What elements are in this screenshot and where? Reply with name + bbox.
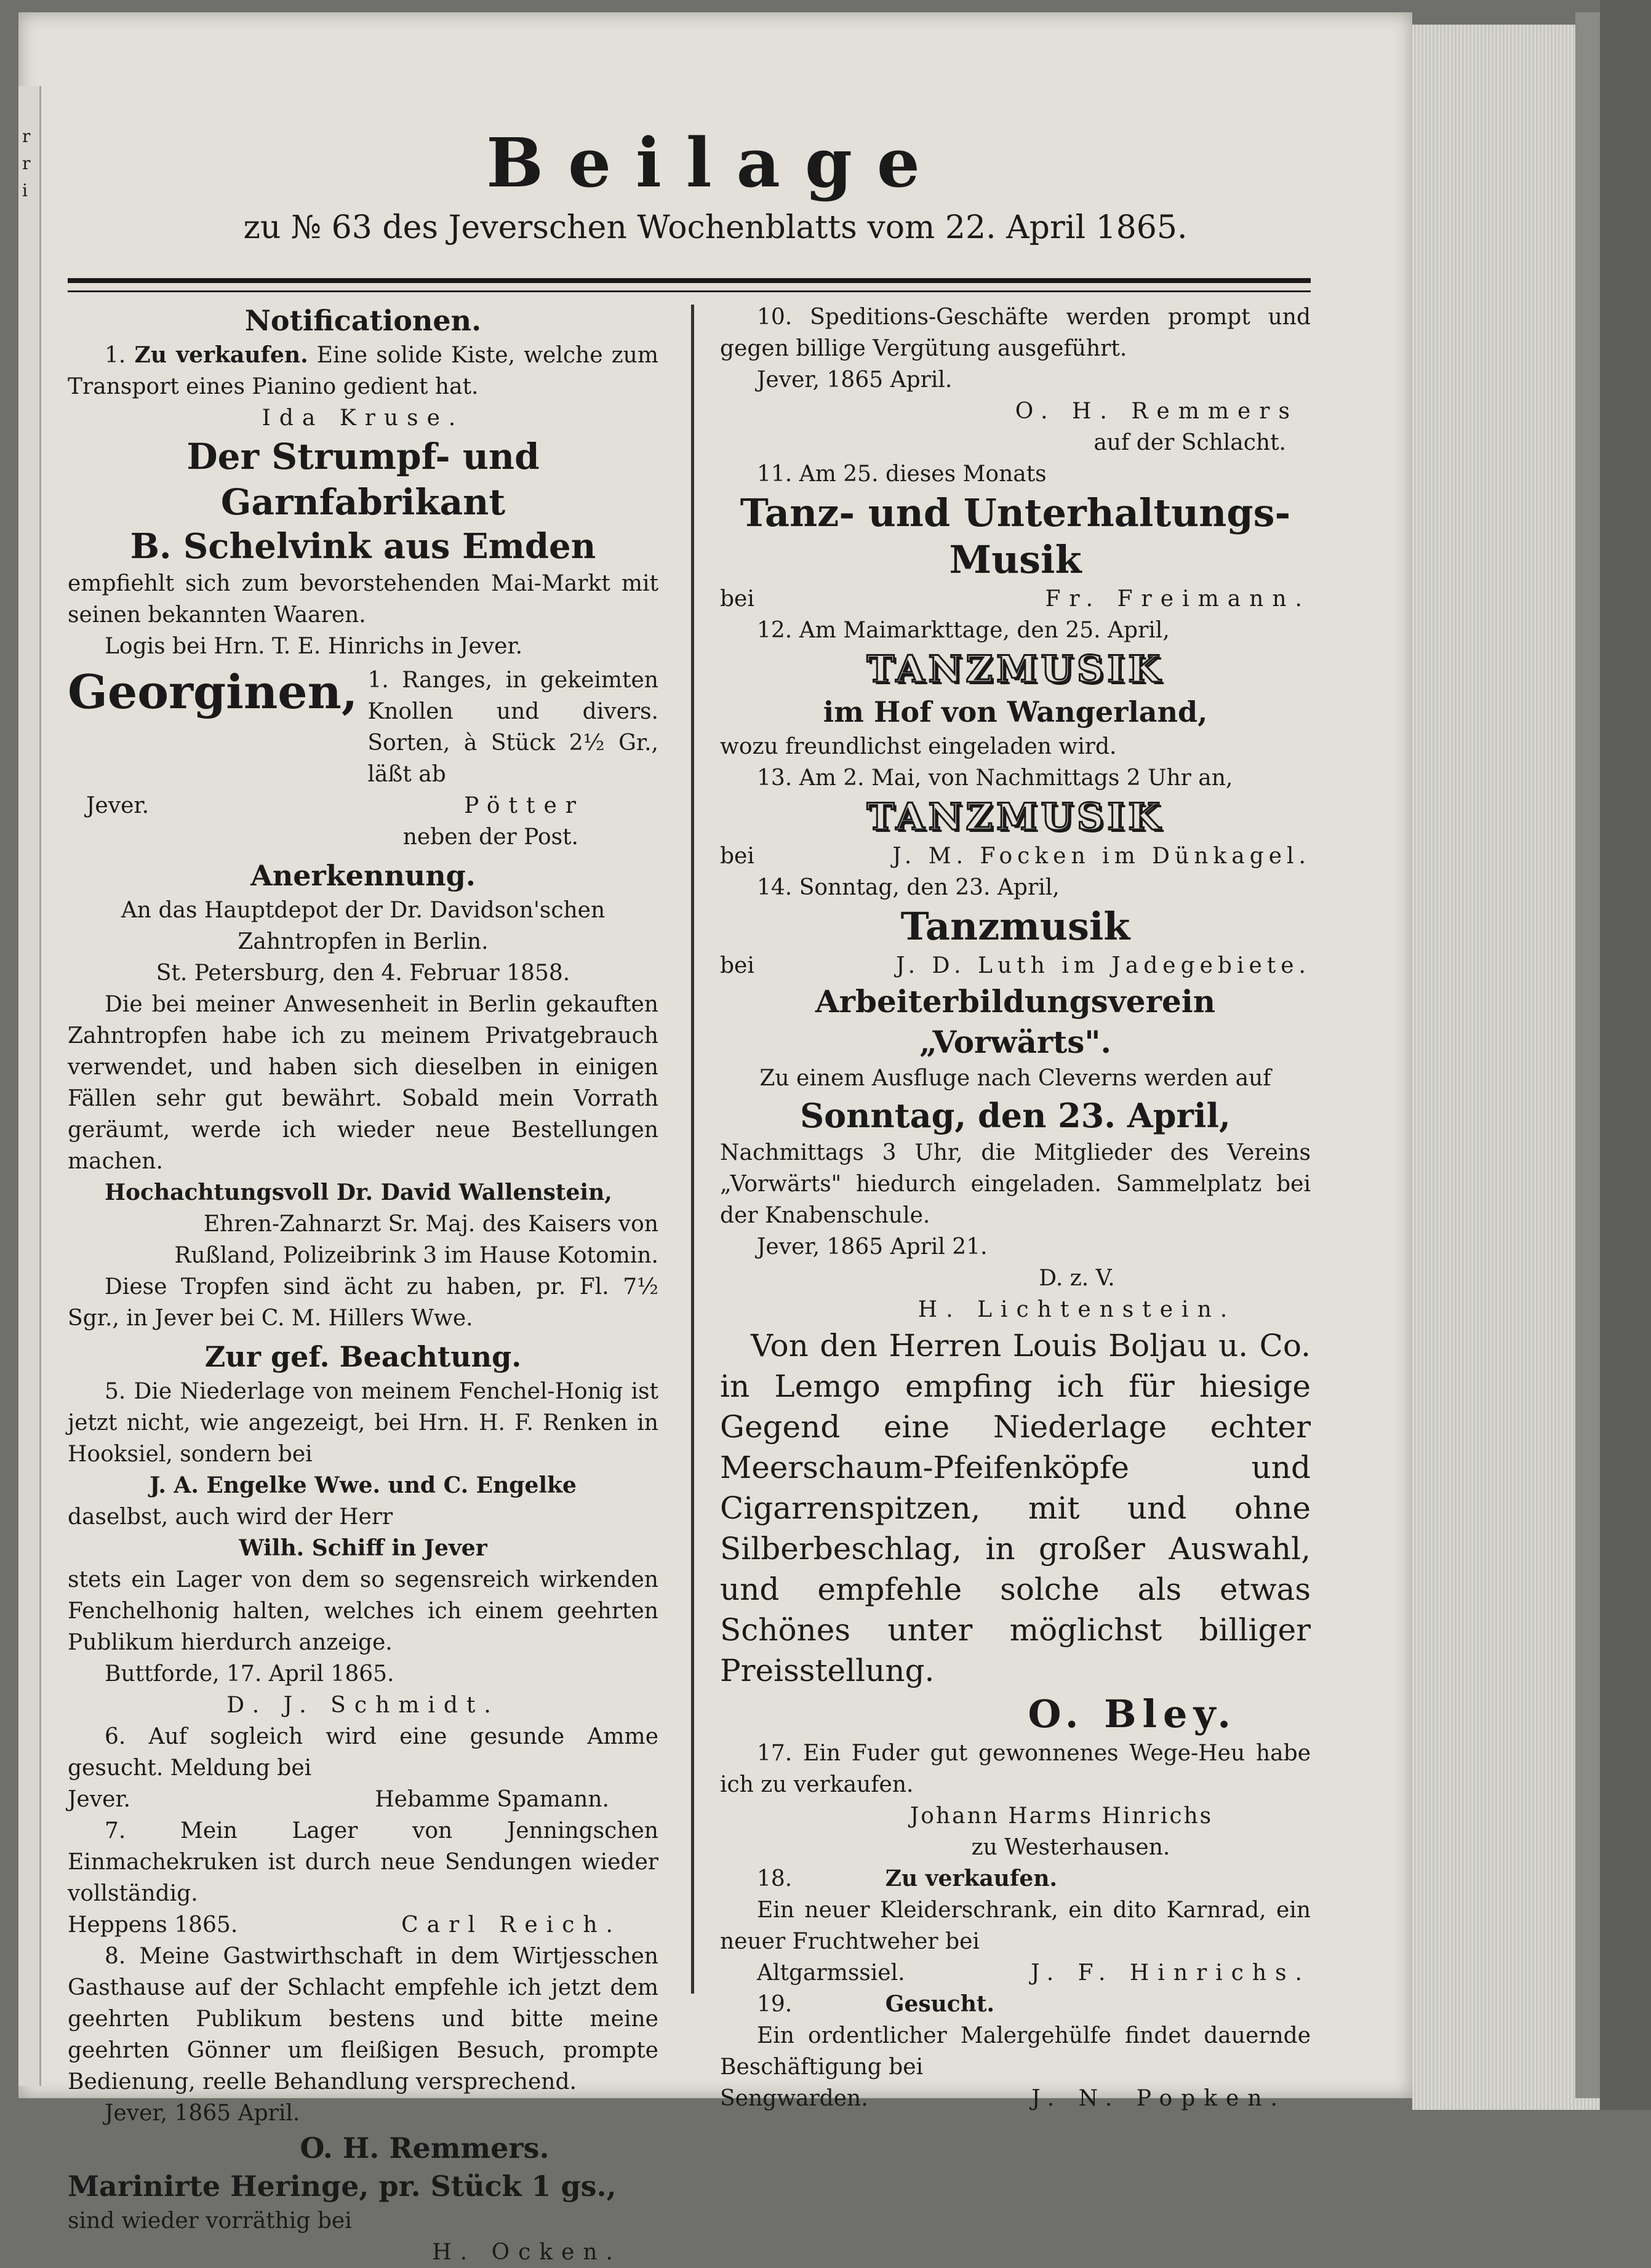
notice-19-num: 19. [757,1992,793,2017]
notice-7-place: Heppens 1865. [68,1912,238,1938]
notice-13-signature: J. M. Focken im Dünkagel. [892,844,1311,869]
notice-14-signature: J. D. Luth im Jadegebiete. [896,953,1311,978]
strumpf-logis: Logis bei Hrn. T. E. Hinrichs in Jever. [105,634,523,659]
notice-1-text: Eine solide Kiste, welche zum Transport eines Pianino gedient hat. [68,343,658,399]
anerkennung-title: Anerkennung. [250,859,476,892]
notice-bley [720,1325,1311,1738]
notice-14 [720,872,1311,981]
notice-12-text: 12. Am Maimarkttage, den 25. April, [757,618,1170,643]
notice-1-head: Zu verkaufen. [134,342,308,368]
previous-page-edge [18,86,41,2086]
notice-8-text: 8. Meine Gastwirthschaft in dem Wirtjesschen Gasthause auf der Schlacht empfehle ich jetzt dem geehrten Publikum bestens und bitte meine geehrten Gönner um fleißigen Besuch, prompte Bedienung, reelle Behandlung versprechend. [68,1944,658,2094]
verein-signature2: H. Lichtenstein. [917,1297,1236,1322]
beachtung-body: 5. Die Niederlage von meinem Fenchel-Honig ist jetzt nicht, wie angezeigt, bei Hrn. H. F. Renken in Hooksiel, sondern bei [68,1379,658,1467]
notice-10-date: Jever, 1865 April. [757,367,953,393]
georginen-signature-row [68,790,658,821]
page-title: Beilage [486,123,945,202]
notice-18-signature: J. F. Hinrichs. [1031,1960,1311,1986]
anerkennung-body: Die bei meiner Anwesenheit in Berlin gekauften Zahntropfen habe ich zu meinem Privatgebrauch verwendet, und haben sich dieselben in einigen Fällen sehr gut bewährt. Sobald mein Vorrath geräumt, werde ich wieder neue Bestellungen machen. [68,992,658,1174]
verein-day: Sonntag, den 23. April, [800,1096,1231,1135]
georginen-text: 1. Ranges, in gekeimten Knollen und divers. Sorten, à Stück 2½ Gr., läßt ab [367,668,658,787]
notice-18-head: Zu verkaufen. [885,1866,1058,1891]
notice-12-tail: wozu freundlichst eingeladen wird. [720,734,1117,759]
notice-12-title: TANZMUSIK [866,648,1164,691]
notice-anerkennung [68,856,658,1334]
notice-10-signature: O. H. Remmers [1015,399,1298,424]
notice-17 [720,1738,1311,1863]
notice-1-num: 1. [105,343,126,368]
beachtung-signature: D. J. Schmidt. [226,1693,500,1718]
notice-19-signature: J. N. Popken. [1031,2086,1286,2111]
beachtung-title: Zur gef. Beachtung. [204,1340,522,1373]
notice-11 [720,458,1311,615]
notice-14-bei: bei [720,953,754,978]
masthead [18,123,1412,252]
verein-signature: D. z. V. [1039,1266,1115,1291]
notice-georginen [68,665,658,790]
anerkennung-signature2: Ehren-Zahnarzt Sr. Maj. des Kaisers von [203,1212,658,1237]
bley-signature: O. Bley. [1028,1691,1237,1736]
verein-date: Jever, 1865 April 21. [757,1234,988,1260]
column-divider [691,305,694,1994]
notice-17-text: 17. Ein Fuder gut gewonnenes Wege-Heu habe ich zu verkaufen. [720,1741,1311,1797]
notice-8-signature: O. H. Remmers. [300,2131,550,2165]
georginen-place: Jever. [86,793,150,818]
beachtung-date: Buttforde, 17. April 1865. [105,1661,394,1687]
heringe-text: sind wieder vorräthig bei [68,2208,352,2234]
notice-heringe [68,2167,658,2268]
notice-11-signature: Fr. Freimann. [1045,586,1311,612]
notice-8-date: Jever, 1865 April. [105,2101,300,2126]
notice-13-bei: bei [720,844,754,869]
anerkennung-line1: An das Hauptdepot der Dr. Davidson'schen [121,898,606,923]
notice-6-text: 6. Auf sogleich wird eine gesunde Amme gesucht. Meldung bei [68,1724,658,1781]
georginen-word: Georginen, [68,665,358,719]
notice-1-signature: Ida Kruse. [262,405,465,431]
notice-14-title: Tanzmusik [900,904,1130,949]
notice-12-place: im Hof von Wangerland, [823,695,1208,729]
notice-19-place: Sengwarden. [720,2086,868,2111]
notice-11-bei: bei [720,586,754,612]
bley-body: Von den Herren Louis Boljau u. Co. in Lemgo empfing ich für hiesige Gegend eine Niederlage echter Meerschaum-Pfeifenköpfe und Cigarrenspitzen, mit und ohne Silberbeschlag, in großer Auswahl, und empfehle solche als etwas Schönes unter möglichst billiger Preisstellung. [720,1328,1311,1688]
notice-7-text: 7. Mein Lager von Jenningschen Einmachekruken ist durch neue Sendungen wieder vollständig. [68,1818,658,1906]
notice-18 [720,1863,1311,1989]
anerkennung-tail: Diese Tropfen sind ächt zu haben, pr. Fl. 7½ Sgr., in Jever bei C. M. Hillers Wwe. [68,1274,658,1331]
strumpf-line1: Der Strumpf- und Garnfabrikant [186,436,540,523]
notice-13-title: TANZMUSIK [866,796,1164,839]
verein-title: Arbeiterbildungsverein „Vorwärts". [815,983,1216,1060]
notice-19-text: Ein ordentlicher Malergehülfe findet dauernde Beschäftigung bei [720,2023,1311,2080]
strumpf-line2: B. Schelvink aus Emden [130,526,596,567]
georginen-signature2: neben der Post. [402,825,578,850]
notice-verein [720,981,1311,1325]
notice-17-signature2: zu Westerhausen. [971,1835,1170,1860]
notice-11-title1: Tanz- und Unterhaltungs- [740,490,1291,535]
notice-11-text: 11. Am 25. dieses Monats [757,461,1047,487]
strumpf-text: empfiehlt sich zum bevorstehenden Mai-Markt mit seinen bekannten Waaren. [68,571,658,628]
heringe-title: Marinirte Heringe, pr. Stück 1 gs., [68,2170,617,2203]
left-column [68,301,658,2268]
header-rule [68,278,1311,292]
beachtung-wilh: Wilh. Schiff in Jever [239,1535,487,1561]
notice-19 [720,1989,1311,2114]
notice-10-signature2: auf der Schlacht. [1093,430,1286,455]
right-column [720,301,1311,2114]
notice-17-signature: Johann Harms Hinrichs [909,1803,1213,1829]
notice-7 [68,1815,658,1941]
notice-13 [720,762,1311,872]
page-subtitle: zu № 63 des Jeverschen Wochenblatts vom 22. April 1865. [243,209,1188,246]
heringe-signature: H. Ocken. [432,2240,622,2265]
notice-10 [720,301,1311,458]
book-cover-inner [1575,12,1600,2098]
notice-14-text: 14. Sonntag, den 23. April, [757,875,1060,900]
anerkennung-line2: Zahntropfen in Berlin. [238,929,489,954]
verein-body: Nachmittags 3 Uhr, die Mitglieder des Vereins „Vorwärts" hiedurch eingeladen. Sammelplatz bei der Knabenschule. [720,1140,1311,1228]
anerkennung-signature3: Rußland, Polizeibrink 3 im Hause Kotomin. [174,1243,658,1268]
verein-line1: Zu einem Ausfluge nach Cleverns werden auf [759,1066,1271,1091]
notice-13-text: 13. Am 2. Mai, von Nachmittags 2 Uhr an, [757,765,1233,791]
notice-10-text: 10. Speditions-Geschäfte werden prompt und gegen billige Vergütung ausgeführt. [720,305,1311,361]
notice-beachtung [68,1338,658,1721]
anerkennung-signature: Hochachtungsvoll Dr. David Wallenstein, [105,1180,612,1205]
notice-1 [68,340,658,434]
anerkennung-date: St. Petersburg, den 4. Februar 1858. [156,960,570,986]
georginen-signature: Pötter [464,793,585,818]
notice-6-place: Jever. [68,1787,131,1812]
gutter-letters: r r i [22,126,31,201]
notice-18-place: Altgarmssiel. [757,1960,905,1986]
section-title: Notificationen. [244,304,482,337]
book-cover [1600,0,1651,2110]
notice-6 [68,1721,658,1815]
notice-18-num: 18. [757,1866,793,1891]
notice-6-signature: Hebamme Spamann. [375,1787,609,1812]
beachtung-names: J. A. Engelke Wwe. und C. Engelke [150,1472,577,1498]
notice-12 [720,615,1311,762]
notice-19-head: Gesucht. [885,1991,995,2017]
beachtung-line2: daselbst, auch wird der Herr [68,1504,393,1530]
newspaper-page [18,12,1412,2265]
notice-18-text: Ein neuer Kleiderschrank, ein dito Karnrad, ein neuer Fruchtweher bei [720,1898,1311,1954]
notice-7-signature: Carl Reich. [401,1912,622,1938]
notice-8 [68,1941,658,2167]
notice-strumpf [68,434,658,662]
beachtung-body2: stets ein Lager von dem so segensreich wirkenden Fenchelhonig halten, welches ich einem geehrten Publikum hierdurch anzeige. [68,1567,658,1655]
notice-11-title2: Musik [949,537,1082,582]
